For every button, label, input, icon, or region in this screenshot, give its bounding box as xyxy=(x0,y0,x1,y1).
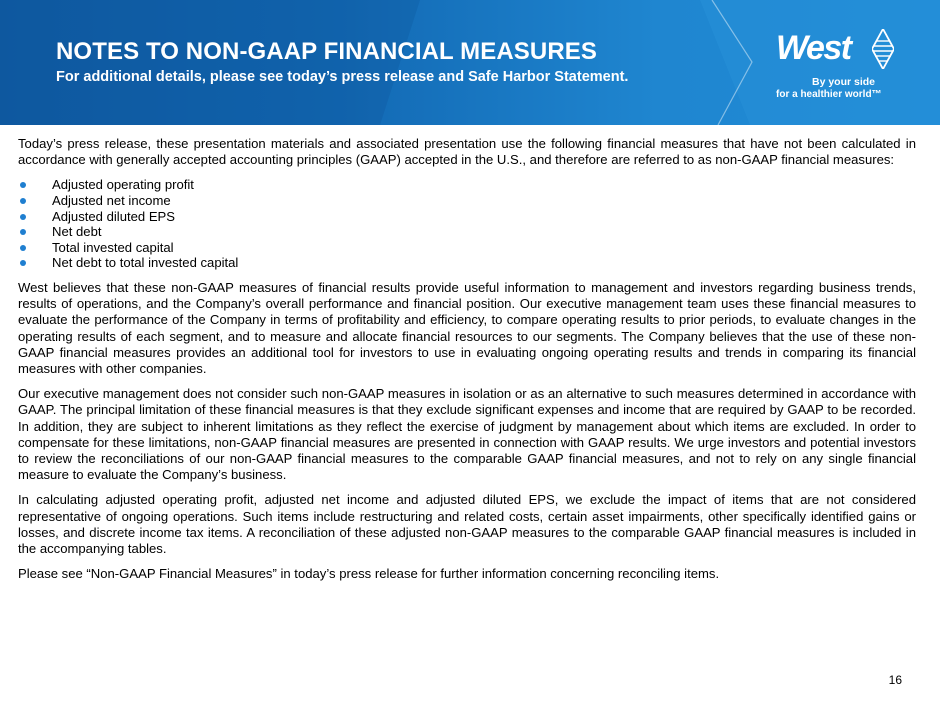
list-item xyxy=(18,193,916,209)
list-item-label: Net debt to total invested capital xyxy=(52,255,239,271)
paragraph-limitations: Our executive management does not consider such non-GAAP measures in isolation or as an alternative to such measures determined in accordance with GAAP. The principal limitation of these financial measures is that they exclude significant expenses and income that are required by GAAP to be recorded. In addition, they are subject to inherent limitations as they reflect the exercise of judgment by management about which items are excluded. In order to compensate for these limitations, non-GAAP financial measures are presented in connection with GAAP results. We urge investors and potential investors to review the reconciliations of our non-GAAP financial measures to the comparable GAAP financial measures, and not to rely on any single financial measure to evaluate the Company’s business. xyxy=(18,386,916,483)
logo-tagline-line2: for a healthier world™ xyxy=(776,89,882,100)
measures-list xyxy=(18,177,916,271)
list-item xyxy=(18,224,916,240)
list-item-label: Adjusted diluted EPS xyxy=(52,208,176,224)
bullet-icon xyxy=(20,245,26,251)
bullet-icon xyxy=(20,182,26,188)
page-title: NOTES TO NON-GAAP FINANCIAL MEASURES xyxy=(56,38,597,65)
list-item xyxy=(18,240,916,256)
bullet-icon xyxy=(20,260,26,266)
logo-diamond-icon xyxy=(872,29,894,69)
paragraph-adjustments: In calculating adjusted operating profit, adjusted net income and adjusted diluted EPS, we exclude the impact of items that are not considered representative of ongoing operations. Such items include restructuring and related costs, certain asset impairments, other specifically identified gains or losses, and discrete income tax items. A reconciliation of these adjusted non-GAAP measures to the comparable GAAP financial measures is included in the accompanying tables. xyxy=(18,492,916,557)
list-item-label: Total invested capital xyxy=(52,239,174,255)
body-content xyxy=(18,136,916,591)
list-item-label: Net debt xyxy=(52,224,102,240)
paragraph-usefulness: West believes that these non-GAAP measures of financial results provide useful information to management and investors regarding business trends, results of operations, and the Company’s overall performance and financial position. Our executive management team uses these financial measures to evaluate the performance of the Company in terms of profitability and efficiency, to compare operating results to prior periods, to evaluate changes in the operating results of each segment, and to measure and allocate financial resources to our segments. The Company believes that the use of these non-GAAP financial measures provides an additional tool for investors to use in evaluating ongoing operating results and trends in comparing its financial measures with other companies. xyxy=(18,279,916,376)
list-item xyxy=(18,177,916,193)
west-logo xyxy=(776,28,926,108)
list-item xyxy=(18,209,916,225)
logo-tagline-line1: By your side xyxy=(812,76,876,88)
page-subtitle: For additional details, please see today’s press release and Safe Harbor Statement. xyxy=(56,69,629,85)
list-item-label: Adjusted operating profit xyxy=(52,177,194,193)
bullet-icon xyxy=(20,198,26,204)
bullet-icon xyxy=(20,214,26,220)
list-item xyxy=(18,255,916,271)
header-banner xyxy=(0,0,940,125)
list-item-label: Adjusted net income xyxy=(52,193,171,208)
paragraph-reference: Please see “Non-GAAP Financial Measures” in today’s press release for further information concerning reconciling items. xyxy=(18,566,720,582)
page-number: 16 xyxy=(888,673,902,687)
bullet-icon xyxy=(20,229,26,235)
intro-paragraph: Today’s press release, these presentation materials and associated presentation use the following financial measures that have not been calculated in accordance with generally accepted accounting principles (GAAP) accepted in the U.S., and therefore are referred to as non-GAAP financial measures: xyxy=(18,136,916,168)
logo-wordmark: West xyxy=(776,29,851,67)
